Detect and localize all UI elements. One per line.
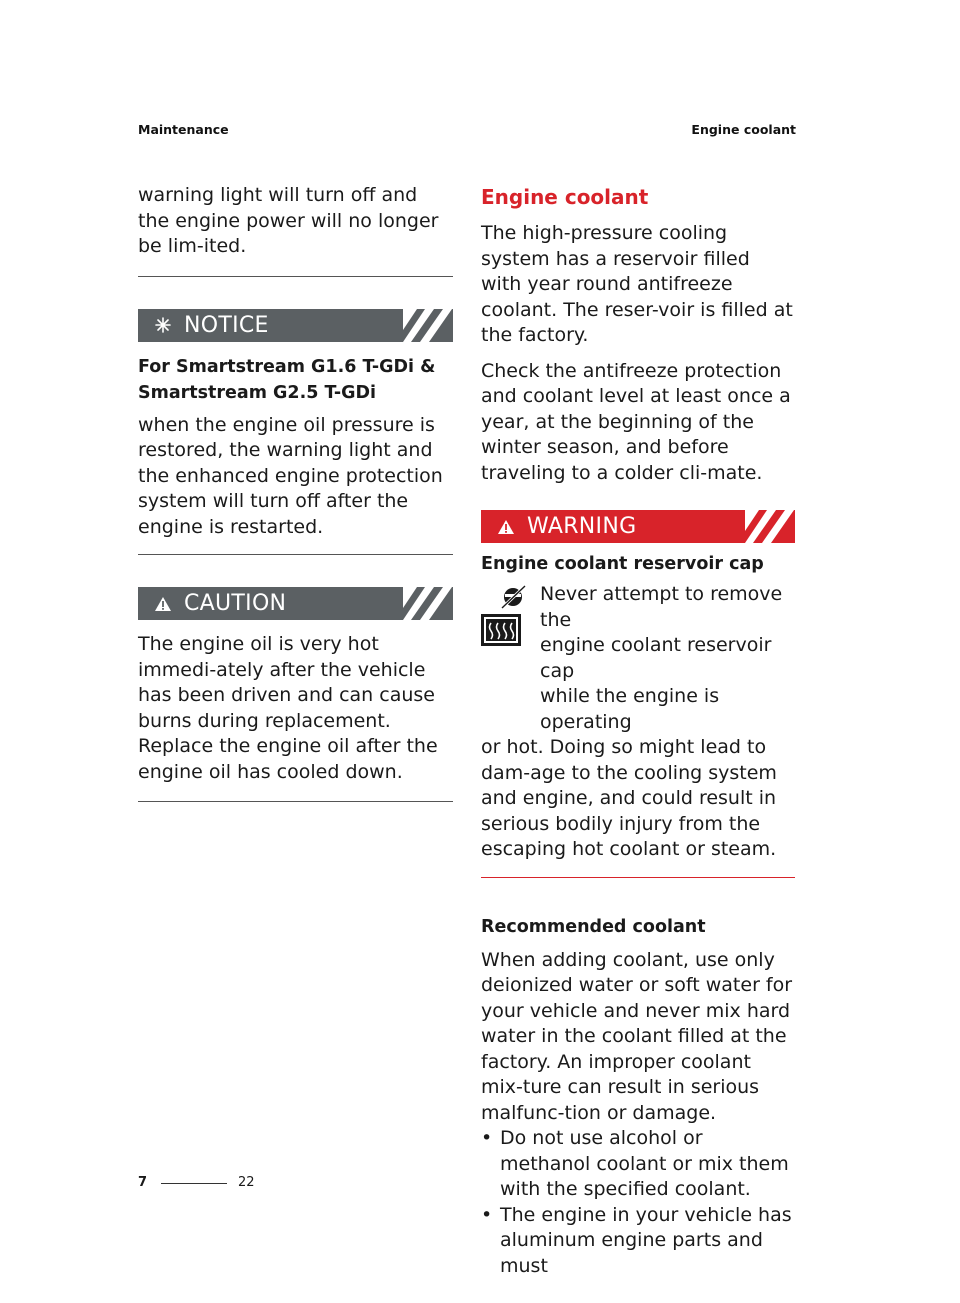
warning-line-2: engine coolant reservoir cap [540, 634, 772, 682]
notice-text: when the engine oil pressure is restored, the warning light and the enhanced engine protection system will turn off after the engine is restarted. [138, 413, 443, 538]
bullet-dot: • [481, 1127, 493, 1149]
caution-text: The engine oil is very hot immedi-ately after the vehicle has been driven and can cause burns during replacement. Replace the engine oil after the engine oil has cooled down. [138, 633, 438, 783]
warning-body [481, 582, 795, 863]
warning-text-beside-icon [481, 582, 795, 735]
section-title: Engine coolant [481, 185, 649, 209]
snowflake-icon [152, 317, 174, 333]
warning-triangle-icon [495, 519, 517, 535]
footer-page-number: 22 [238, 1175, 255, 1190]
bullet-text: Do not use alcohol or methanol coolant or mix them with the specified coolant. [500, 1127, 789, 1200]
notice-label: NOTICE [184, 312, 269, 338]
recommended-text: When adding coolant, use only deionized water or soft water for your vehicle and never mix hard water in the coolant filled at the factory. An improper coolant mix-ture can result in serious malfunc-tion or damage. [481, 948, 793, 1124]
warning-text-rest: or hot. Doing so might lead to dam-age to the cooling system and engine, and could result in serious bodily injury from the escaping hot coolant or steam. [481, 736, 777, 860]
bullet-item [481, 1203, 795, 1280]
coolant-para-1: The high-pressure cooling system has a reservoir filled with year round antifreeze coolant. The reser-voir is filled at the factory. [481, 222, 793, 346]
warning-divider [481, 877, 795, 878]
intro-text: warning light will turn off and the engine power will no longer be lim-ited. [138, 184, 439, 257]
notice-banner [138, 309, 453, 342]
warning-subtitle: Engine coolant reservoir cap [481, 554, 764, 574]
banner-stripes [745, 510, 795, 543]
recommended-title: Recommended coolant [481, 916, 706, 937]
bullet-text: The engine in your vehicle has aluminum engine parts and must [500, 1203, 792, 1277]
no-open-hot-cap-icon [481, 584, 527, 648]
bullet-item [481, 1126, 795, 1203]
coolant-para-2: Check the antifreeze protection and coolant level at least once a year, at the beginning of the winter season, and before traveling to a colder cli-mate. [481, 359, 791, 484]
bullet-dot: • [481, 1203, 493, 1226]
footer-rule [161, 1183, 227, 1184]
notice-subtitle: For Smartstream G1.6 T-GDi & Smartstream G2.5 T-GDi [138, 356, 436, 403]
warning-label: WARNING [527, 514, 637, 539]
divider [138, 276, 453, 277]
divider [138, 554, 453, 555]
caution-label: CAUTION [184, 591, 287, 616]
warning-line-3: while the engine is operating [540, 685, 720, 733]
left-column [138, 183, 453, 802]
divider [138, 801, 453, 802]
warning-triangle-icon [152, 596, 174, 612]
banner-stripes [403, 587, 453, 620]
header-page-title: Engine coolant [691, 122, 796, 137]
right-column [481, 185, 795, 1279]
footer-chapter: 7 [138, 1175, 148, 1190]
warning-banner [481, 510, 795, 543]
header-section-title: Maintenance [138, 122, 229, 137]
banner-stripes [403, 309, 453, 342]
caution-banner [138, 587, 453, 620]
warning-line-1: Never attempt to remove the [540, 583, 783, 631]
